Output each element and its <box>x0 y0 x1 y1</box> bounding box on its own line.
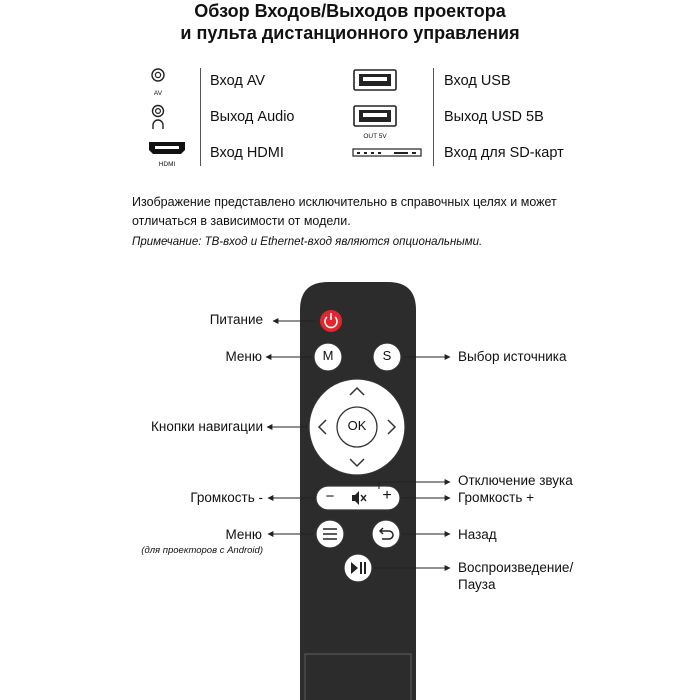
usb-power-caption: OUT 5V <box>363 133 387 140</box>
port-label-audio: Выход Audio <box>210 109 295 125</box>
hdmi-caption: HDMI <box>158 161 176 168</box>
port-label-sd: Вход для SD-карт <box>444 145 564 161</box>
av-caption: AV <box>153 90 163 97</box>
volume-plus-label[interactable]: + <box>382 487 392 504</box>
optional-note: Примечание: ТВ-вход и Ethernet-вход являются опциональными. <box>132 236 483 248</box>
android-menu-button[interactable] <box>316 520 344 548</box>
label-play-pause-2: Пауза <box>458 577 496 592</box>
label-source: Выбор источника <box>458 349 567 364</box>
label-back: Назад <box>458 527 497 542</box>
title-line-2: и пульта дистанционного управления <box>180 23 520 43</box>
port-label-hdmi: Вход HDMI <box>210 145 284 161</box>
label-android-note: (для проекторов с Android) <box>141 545 263 556</box>
port-label-usb-5v: Выход USD 5В <box>444 109 544 125</box>
label-navigation: Кнопки навигации <box>151 419 263 434</box>
power-button[interactable] <box>320 310 342 332</box>
source-button-label: S <box>382 348 392 363</box>
play-pause-button[interactable] <box>344 554 372 582</box>
port-label-usb: Вход USB <box>444 73 511 89</box>
label-volume-down: Громкость - <box>190 490 263 505</box>
volume-minus-label[interactable]: − <box>325 488 335 505</box>
ok-button-label: OK <box>347 418 367 433</box>
disclaimer-line-2: отличаться в зависимости от модели. <box>132 214 351 228</box>
title-line-1: Обзор Входов/Выходов проектора <box>194 1 506 21</box>
label-volume-up: Громкость + <box>458 490 535 505</box>
menu-button-label: M <box>322 348 334 363</box>
back-button[interactable] <box>372 520 400 548</box>
port-label-av: Вход AV <box>210 73 266 89</box>
label-play-pause-1: Воспроизведение/ <box>458 560 574 575</box>
label-android-menu: Меню <box>225 527 262 542</box>
label-power: Питание <box>209 312 263 327</box>
label-mute: Отключение звука <box>458 473 573 488</box>
label-menu: Меню <box>225 349 262 364</box>
disclaimer-line-1: Изображение представлено исключительно в справочных целях и может <box>132 195 557 209</box>
